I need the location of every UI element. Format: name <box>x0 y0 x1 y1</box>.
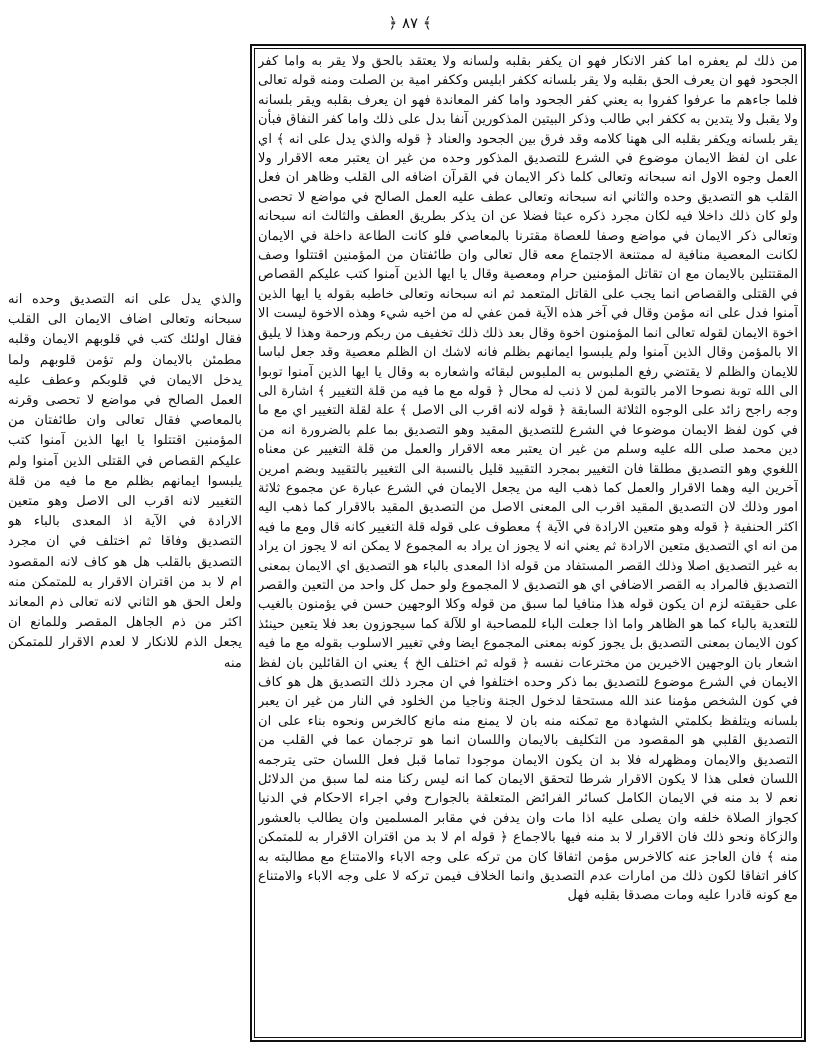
main-text-block <box>258 52 798 1034</box>
margin-text-block <box>8 290 242 830</box>
main-paragraph: من ذلك لم يعفره اما كفر الانكار فهو ان يكفر بقلبه ولسانه ولا يعتقد بالحق ولا يقر به واما كفر الجحود فهو ان يعرف الحق بقلبه ولا يقر بلسانه ككفر ابليس وككفر امية بن الصلت ومنه قوله تعالى فلما جاءهم ما عرفوا كفروا به يعني كفر الجحود واما كفر المعاندة فهو ان يعرف بقلبه ويقر بلسانه ولا يقبل ولا يتدين به ككفر ابي طالب وذكر البيتين المذكورين آنفا بدل على ذلك واما كفر النفاق فبأن يقر بلسانه ويكفر بقلبه الى ههنا كلامه وقد فرق بين الجحود والعناد ﴿ قوله والذي يدل على انه ﴾ اي على ان لفظ الايمان موضوع في الشرع للتصديق المذكور وحده من غير ان يعتبر معه الاقرار ولا العمل وجوه الاول انه سبحانه وتعالى كلما ذكر الايمان في القرآن اضافه الى القلب وظاهر ان فعل القلب هو التصديق وحده والثاني انه سبحانه وتعالى عطف عليه العمل الصالح في مواضع لا تحصى ولو كان ذلك داخلا فيه لكان مجرد ذكره عبثا فضلا عن ان يذكر بطريق العطف والثالث انه سبحانه وتعالى ذكر الايمان في مواضع وصفا للعصاة مقترنا بالمعاصي فلو كانت الطاعة داخلة في الايمان لكانت المعصية منافية له ممتنعة الاجتماع معه قال تعالى وان طائفتان من المؤمنين اقتتلوا وصف المقتتلين بالايمان مع ان تقاتل المؤمنين حرام ومعصية وقال يا ايها الذين آمنوا كتب عليكم القصاص في القتلى والقصاص انما يجب على القاتل المتعمد ثم انه سبحانه وتعالى خاطبه بقوله يا ايها الذين آمنوا فدل على انه مؤمن وقال في آخر هذه الآية فمن عفي له من اخيه شيء وهذه الاخوة ليست الا اخوة الايمان لقوله تعالى انما المؤمنون اخوة وقال بعد ذلك ذلك تخفيف من ربكم ورحمة وهذا لا يليق الا بالمؤمن وقال الذين آمنوا ولم يلبسوا ايمانهم بظلم فانه لاشك ان الظلم معصية وقد جعل لباسا للايمان والظلم لا يقتضي رفع الملبوس به الملبوس لبقائه واشعاره به وقال يا ايها الذين آمنوا توبوا الى الله توبة نصوحا الامر بالتوبة لمن لا ذنب له محال ﴿ قوله مع ما فيه من قلة التغيير ﴾ اشارة الى وجه راجح زائد على الوجوه الثلاثة السابقة ﴿ قوله لانه اقرب الى الاصل ﴾ علة لقلة التغيير اي مع ما في كون لفظ الايمان موضوعا في الشرع للتصديق المقيد وهو التصديق بما علم بالضرورة انه من دين محمد صلى الله عليه وسلم من غير ان يعتبر معه الاقرار والعمل من قلة التغيير عن معناه اللغوي وهو التصديق مطلقا فان التغيير بمجرد التقييد قليل بالنسبة الى التغيير بالتقييد وبضم امرين آخرين اليه وهما الاقرار والعمل كما ذهب اليه من يجعل الايمان في الشرع عبارة عن مجموع ثلاثة امور وذلك لان التصديق المقيد اقرب الى المعنى الاصل من التصديق المقيد بالاقرار كما ذهب اليه اكثر الحنفية ﴿ قوله وهو متعين الارادة في الآية ﴾ معطوف على قوله قلة التغيير كانه قال ومع ما فيه من انه اي التصديق متعين الارادة ثم يعني انه لا يجوز ان يراد به المجموع لا يمكن انه لا يجوز ان يراد به غير التصديق اصلا وذلك القصر المستفاد من قوله اذا المعدى بالباء هو التصديق اي الايمان بمعنى التصديق فالمراد به القصر الاضافي اي هو التصديق لا المجموع ولو حمل كل واحد من التعين والقصر على حقيقته لزم ان يكون قوله هذا منافيا لما سبق من قوله وكلا الوجهين حسن في يؤمنون بالغيب للتعدية بالباء كما هو الظاهر واما اذا جعلت الباء للمصاحبة او للآلة كما سيجوزون بعد فلا يتعين حينئذ كون الايمان بمعنى التصديق بل يجوز كونه بمعنى المجموع ايضا وفي تغيير الاسلوب بقوله مع ما فيه اشعار بان الوجهين الاخيرين من مخترعات نفسه ﴿ قوله ثم اختلف الخ ﴾ يعني ان القائلين بان لفظ الايمان في الشرع موضوع للتصديق بما ذكر وحده اختلفوا في ان مجرد ذلك التصديق هل هو كاف في كون الشخص مؤمنا عند الله مستحقا لدخول الجنة وناجيا من الخلود في النار من غير ان يعبر بلسانه ويتلفظ بكلمتي الشهادة مع تمكنه منه بان لا يمنع منه مانع كالخرس ونحوه بناء على ان التصديق القلبي هو المقصود من التكليف بالايمان واللسان انما هو ترجمان عما في القلب من التصديق والايمان ومظهرله فلا بد ان يكون الايمان موجودا تماما قبل فعل اللسان حتى يترجمه اللسان فعلى هذا لا يكون الاقرار شرطا لتحقق الايمان كما انه ليس ركنا منه لما سبق من الدلائل نعم لا بد منه في الايمان الكامل كسائر الفرائض المتعلقة بالجوارح وفي اجراء الاحكام في الدنيا كجواز الصلاة خلفه وان يصلى عليه اذا مات وان يدفن في مقابر المسلمين وان يطالب بالعشور والزكاة ونحو ذلك فان الاقرار لا بد منه فيها بالاجماع ﴿ قوله ام لا بد من اقتران الاقرار به للمتمكن منه ﴾ فان العاجز عنه كالاخرس مؤمن اتفاقا كان من تركه على وجه الاباء والامتناع مع مطالبته به كافر اتفاقا لكون ذلك من امارات عدم التصديق وانما الخلاف فيمن تركه لا على وجه الاباء والامتناع مع كونه قادرا عليه ومات مصدقا بقلبه فهل <box>258 54 798 904</box>
page-number: ﴿ ٨٧ ﴾ <box>388 14 432 32</box>
margin-paragraph: والذي يدل على انه التصديق وحده انه سبحانه وتعالى اضاف الايمان الى القلب فقال اولئك كتب في قلوبهم الايمان وقلبه مطمئن بالايمان ولم تؤمن قلوبهم ولما يدخل الايمان في قلوبكم وعطف عليه العمل الصالح في مواضع لا تحصى وقرنه بالمعاصي فقال تعالى وان طائفتان من المؤمنين اقتتلوا يا ايها الذين آمنوا كتب عليكم القصاص في القتلى الذين آمنوا ولم يلبسوا ايمانهم بظلم مع ما فيه من قلة التغيير لانه اقرب الى الاصل وهو متعين الارادة في الآية اذ المعدى بالباء هو التصديق وفاقا ثم اختلف في ان مجرد التصديق بالقلب هل هو كاف لانه المقصود ام لا بد من اقتران الاقرار به للمتمكن منه ولعل الحق هو الثاني لانه تعالى ذم المعاند اكثر من ذم الجاهل المقصر وللمانع ان يجعل الذم للانكار لا لعدم الاقرار للمتمكن منه <box>8 292 242 671</box>
main-text-frame <box>250 44 806 1042</box>
